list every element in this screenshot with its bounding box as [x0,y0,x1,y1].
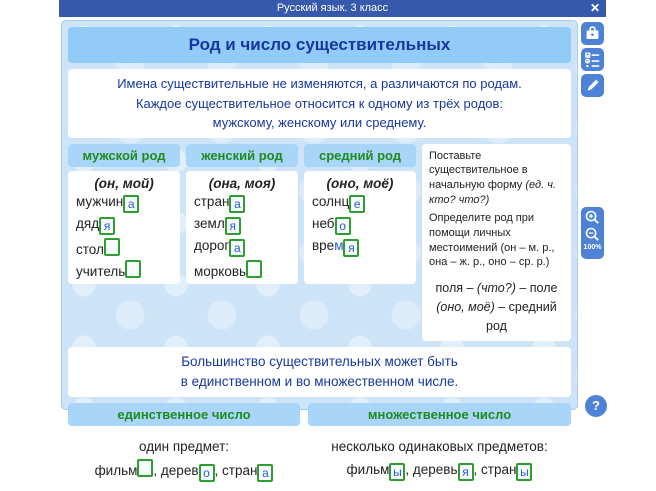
word-item: мужчин а [76,194,172,213]
note-example-2: (оно, моё) – средний род [436,300,557,333]
main-panel [61,20,578,480]
column-header-plural: множественное число [308,403,571,426]
singular-caption: один предмет: [138,439,230,454]
close-icon[interactable]: ✕ [589,1,600,15]
ending-box: а [229,239,245,257]
word-item: деревь я , [412,461,482,479]
zoom-out-icon[interactable] [584,226,601,243]
toolbar-rail [581,22,605,100]
briefcase-icon[interactable] [581,22,604,45]
gender-table [68,144,571,341]
ending-box: а [257,464,273,482]
word-item: дорог а [194,238,290,257]
word-item: врем я [312,238,408,257]
word-item: дяд я [76,216,172,235]
word-item: фильм ы , [346,461,413,479]
ending-box: ы [516,463,532,481]
plural-examples [312,459,567,482]
number-column-plural [308,403,571,491]
note-paragraph-2: Определите род при помощи личных местоимений (он – м. р., она – ж. р., оно – ср. р.) [429,211,555,269]
ending-box: о [335,217,351,235]
ending-box [246,260,262,278]
page-title: Род и число существительных [68,27,571,63]
word-list-neuter [312,194,408,257]
intro-text [68,69,571,138]
pronouns-masculine: (он, мой) [94,175,154,191]
column-header-singular: единственное число [68,403,300,426]
word-item: фильм , [95,463,161,478]
help-button[interactable]: ? [585,395,607,417]
window-titlebar [59,0,606,17]
word-item: солнц е [312,194,408,213]
ending-box: е [349,195,365,213]
intro-line-3: мужскому, женскому или среднему. [212,115,427,130]
ending-box [104,238,120,256]
word-list-masculine [76,194,172,279]
window-title: Русский язык. 3 класс [276,2,389,14]
ending-box: я [458,463,474,481]
plural-caption: несколько одинаковых предметов: [331,439,548,454]
word-item: стран ы [481,462,532,477]
word-item: морковь [194,260,290,279]
ending-box [137,459,153,477]
pronouns-neuter: (оно, моё) [326,175,394,191]
word-list-feminine [194,194,290,279]
column-header-neuter: средний род [304,144,416,167]
number-statement-line-2: в единственном и во множественном числе. [180,373,459,389]
gender-column-feminine [186,144,298,341]
number-statement-line-1: Большинство существительных может быть [181,353,458,369]
number-table [68,403,571,491]
ending-box: о [199,464,215,482]
instruction-note [422,144,571,341]
word-item: учитель [76,260,172,279]
number-statement [68,347,571,398]
intro-line-2: Каждое существительное относится к одному из трёх родов: [135,95,504,111]
zoom-in-icon[interactable] [584,209,601,226]
word-item: стол [76,238,172,257]
intro-line-1: Имена существительные не изменяются, а различаются по родам. [117,76,522,91]
ending-box: я [343,239,359,257]
ending-box: а [123,195,139,213]
ending-box: я [99,217,115,235]
ending-box: а [229,195,245,213]
singular-examples [72,459,296,483]
word-item: дерев о , [160,462,223,480]
note-example-1: поля – (что?) – поле [435,281,558,296]
pencil-icon[interactable] [581,74,604,97]
number-column-singular [68,403,300,491]
ending-box: я [225,217,241,235]
checklist-icon[interactable] [581,48,604,71]
note-paragraph-1: Поставьте существительное в начальную форму (ед. ч. кто? что?) [429,149,556,207]
ending-box: ы [389,463,405,481]
zoom-control [581,207,604,259]
word-item: земл я [194,216,290,235]
word-item: неб о [312,216,408,235]
gender-column-masculine [68,144,180,341]
column-header-feminine: женский род [186,144,298,167]
column-header-masculine: мужской род [68,144,180,167]
zoom-level-label: 100% [583,244,602,251]
pronouns-feminine: (она, моя) [208,175,276,191]
ending-box [125,260,141,278]
word-item: стран а [194,194,290,213]
gender-column-neuter [304,144,416,341]
word-item: стран а [222,463,273,478]
